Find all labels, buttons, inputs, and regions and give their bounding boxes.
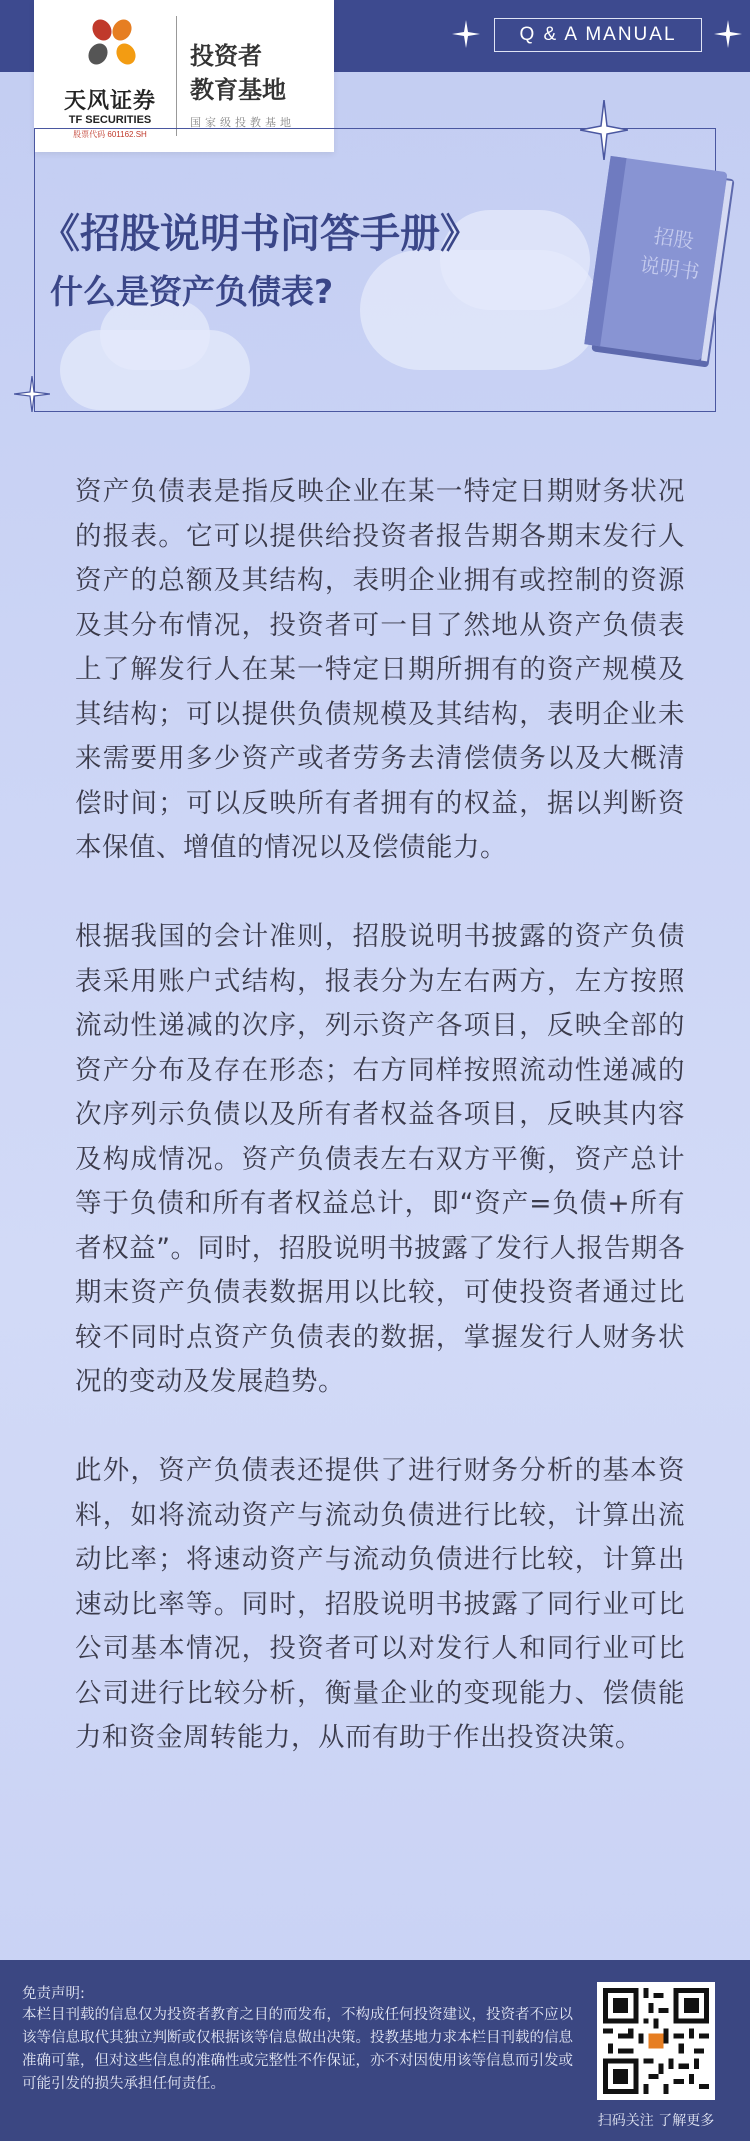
base-title-line-1: 投资者 [190, 42, 262, 70]
paragraph-structure: 根据我国的会计准则，招股说明书披露的资产负债表采用账户式结构，报表分为左右两方，左方按照流动性递减的次序，列示资产各项目，反映全部的资产分布及存在形态；右方同样按照流动性递减的次序列示负债以及所有者权益各项目，反映其内容及构成情况。资产负债表左右双方平衡，资产总计等于负债和所有者权益总计，即“资产=负债+所有者权益”。同时，招股说明书披露了发行人报告期各期末资产负债表数据用以比较，可使投资者通过比较不同时点资产负债表的数据，掌握发行人财务状况的变动及发展趋势。 [75, 921, 685, 1397]
sparkle-icon [452, 20, 480, 48]
base-subtitle: 国家级投教基地 [190, 116, 295, 129]
qa-manual-label: Q & A MANUAL [494, 18, 702, 52]
disclaimer-title: 免责声明: [22, 1986, 85, 2002]
tf-logo-icon [80, 14, 144, 78]
brand-name-en: TF SECURITIES [68, 114, 152, 126]
logo-divider [176, 16, 177, 136]
paragraph-definition: 资产负债表是指反映企业在某一特定日期财务状况的报表。它可以提供给投资者报告期各期末发行人资产的总额及其结构，表明企业拥有或控制的资源及其分布情况，投资者可一目了然地从资产负债表上了解发行人在某一特定日期所拥有的资产规模及其结构；可以提供负债规模及其结构，表明企业未来需要用多少资产或者劳务去清偿债务以及大概清偿时间；可以反映所有者拥有的权益，据以判断资本保值、增值的情况以及偿债能力。 [75, 476, 685, 863]
article-body [75, 470, 685, 1805]
brand-name-cn: 天风证券 [63, 89, 156, 114]
qr-caption: 扫码关注 了解更多 [597, 2113, 715, 2129]
book-icon [566, 150, 750, 380]
page-title: 《招股说明书问答手册》 [40, 211, 480, 257]
sparkle-icon [14, 376, 50, 412]
sparkle-icon [714, 20, 742, 48]
stock-code: 股票代码 601162.SH [73, 130, 147, 139]
page-subtitle: 什么是资产负债表? [50, 272, 334, 311]
qr-code-icon [603, 1988, 709, 2094]
book-label-1: 招股 [652, 223, 696, 254]
disclaimer-text: 本栏目刊载的信息仅为投资者教育之目的而发布，不构成任何投资建议，投资者不应以该等信息取代其独立判断或仅根据该等信息做出决策。投教基地力求本栏目刊载的信息准确可靠，但对这些信息的准确性或完整性不作保证，亦不对因使用该等信息而引发或可能引发的损失承担任何责任。 [22, 2007, 573, 2092]
base-title-line-2: 教育基地 [190, 76, 286, 104]
footer [0, 1960, 750, 2141]
paragraph-analysis: 此外，资产负债表还提供了进行财务分析的基本资料，如将流动资产与流动负债进行比较，计算出流动比率；将速动资产与流动负债进行比较，计算出速动比率等。同时，招股说明书披露了同行业可比公司基本情况，投资者可以对发行人和同行业可比公司进行比较分析，衡量企业的变现能力、偿债能力和资金周转能力，从而有助于作出投资决策。 [75, 1455, 685, 1753]
book-label-2: 说明书 [638, 252, 702, 285]
qr-code[interactable] [597, 1982, 715, 2100]
